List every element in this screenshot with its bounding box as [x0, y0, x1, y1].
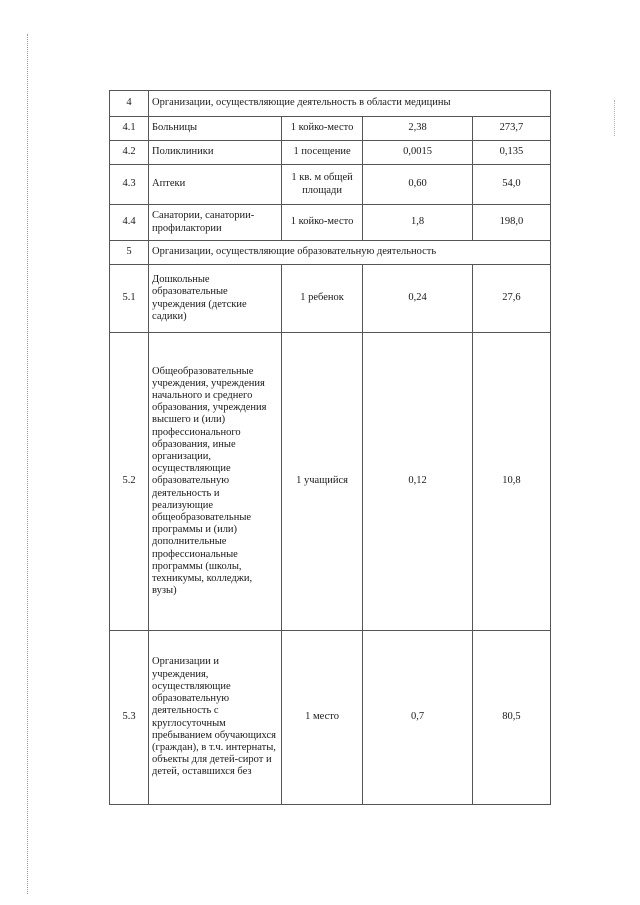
value-cell: 0,12 [363, 333, 473, 631]
table-row [110, 265, 551, 333]
section-title: Организации, осуществляющие деятельность в области медицины [149, 91, 551, 117]
unit-cell: 1 посещение [281, 141, 362, 165]
value-cell: 2,38 [363, 117, 473, 141]
table-row [110, 117, 551, 141]
value-cell: 27,6 [472, 265, 550, 333]
object-name: Дошкольные образовательные учреждения (детские садики) [149, 265, 282, 333]
object-name: Общеобразовательные учреждения, учреждения начального и среднего образования, учреждения высшего и (или) профессионального образования, иные организации, осуществляющие образовательную деятельность и реализующие общеобразовательные программы и (или) дополнительные профессиональные программы (школы, техникумы, колледжи, вузы) [149, 333, 282, 631]
scan-mark [614, 100, 615, 136]
scan-edge-line [27, 34, 28, 894]
table-row [110, 141, 551, 165]
unit-cell: 1 место [281, 631, 362, 805]
value-cell: 10,8 [472, 333, 550, 631]
table-row [110, 631, 551, 805]
row-number: 5.3 [110, 631, 149, 805]
section-title: Организации, осуществляющие образовательную деятельность [149, 241, 551, 265]
object-name: Аптеки [149, 165, 282, 205]
row-number: 5.1 [110, 265, 149, 333]
value-cell: 273,7 [472, 117, 550, 141]
table-row [110, 333, 551, 631]
table-row [110, 205, 551, 241]
value-cell: 0,0015 [363, 141, 473, 165]
object-name: Организации и учреждения, осуществляющие образовательную деятельность с круглосуточным пребыванием обучающихся (граждан), в т.ч. интернаты, объекты для детей-сирот и детей, оставшихся без [149, 631, 282, 805]
table-row [110, 165, 551, 205]
section-row [110, 91, 551, 117]
unit-cell: 1 койко-место [281, 117, 362, 141]
unit-cell: 1 койко-место [281, 205, 362, 241]
value-cell: 0,7 [363, 631, 473, 805]
value-cell: 0,24 [363, 265, 473, 333]
object-name: Поликлиники [149, 141, 282, 165]
unit-cell: 1 кв. м общей площади [281, 165, 362, 205]
object-name: Больницы [149, 117, 282, 141]
value-cell: 80,5 [472, 631, 550, 805]
row-number: 5.2 [110, 333, 149, 631]
value-cell: 0,135 [472, 141, 550, 165]
value-cell: 0,60 [363, 165, 473, 205]
row-number: 4.4 [110, 205, 149, 241]
value-cell: 54,0 [472, 165, 550, 205]
value-cell: 1,8 [363, 205, 473, 241]
unit-cell: 1 учащийся [281, 333, 362, 631]
row-number: 5 [110, 241, 149, 265]
norms-table [109, 90, 551, 805]
object-name: Санатории, санатории-профилактории [149, 205, 282, 241]
row-number: 4.1 [110, 117, 149, 141]
unit-cell: 1 ребенок [281, 265, 362, 333]
value-cell: 198,0 [472, 205, 550, 241]
section-row [110, 241, 551, 265]
row-number: 4.3 [110, 165, 149, 205]
row-number: 4.2 [110, 141, 149, 165]
row-number: 4 [110, 91, 149, 117]
